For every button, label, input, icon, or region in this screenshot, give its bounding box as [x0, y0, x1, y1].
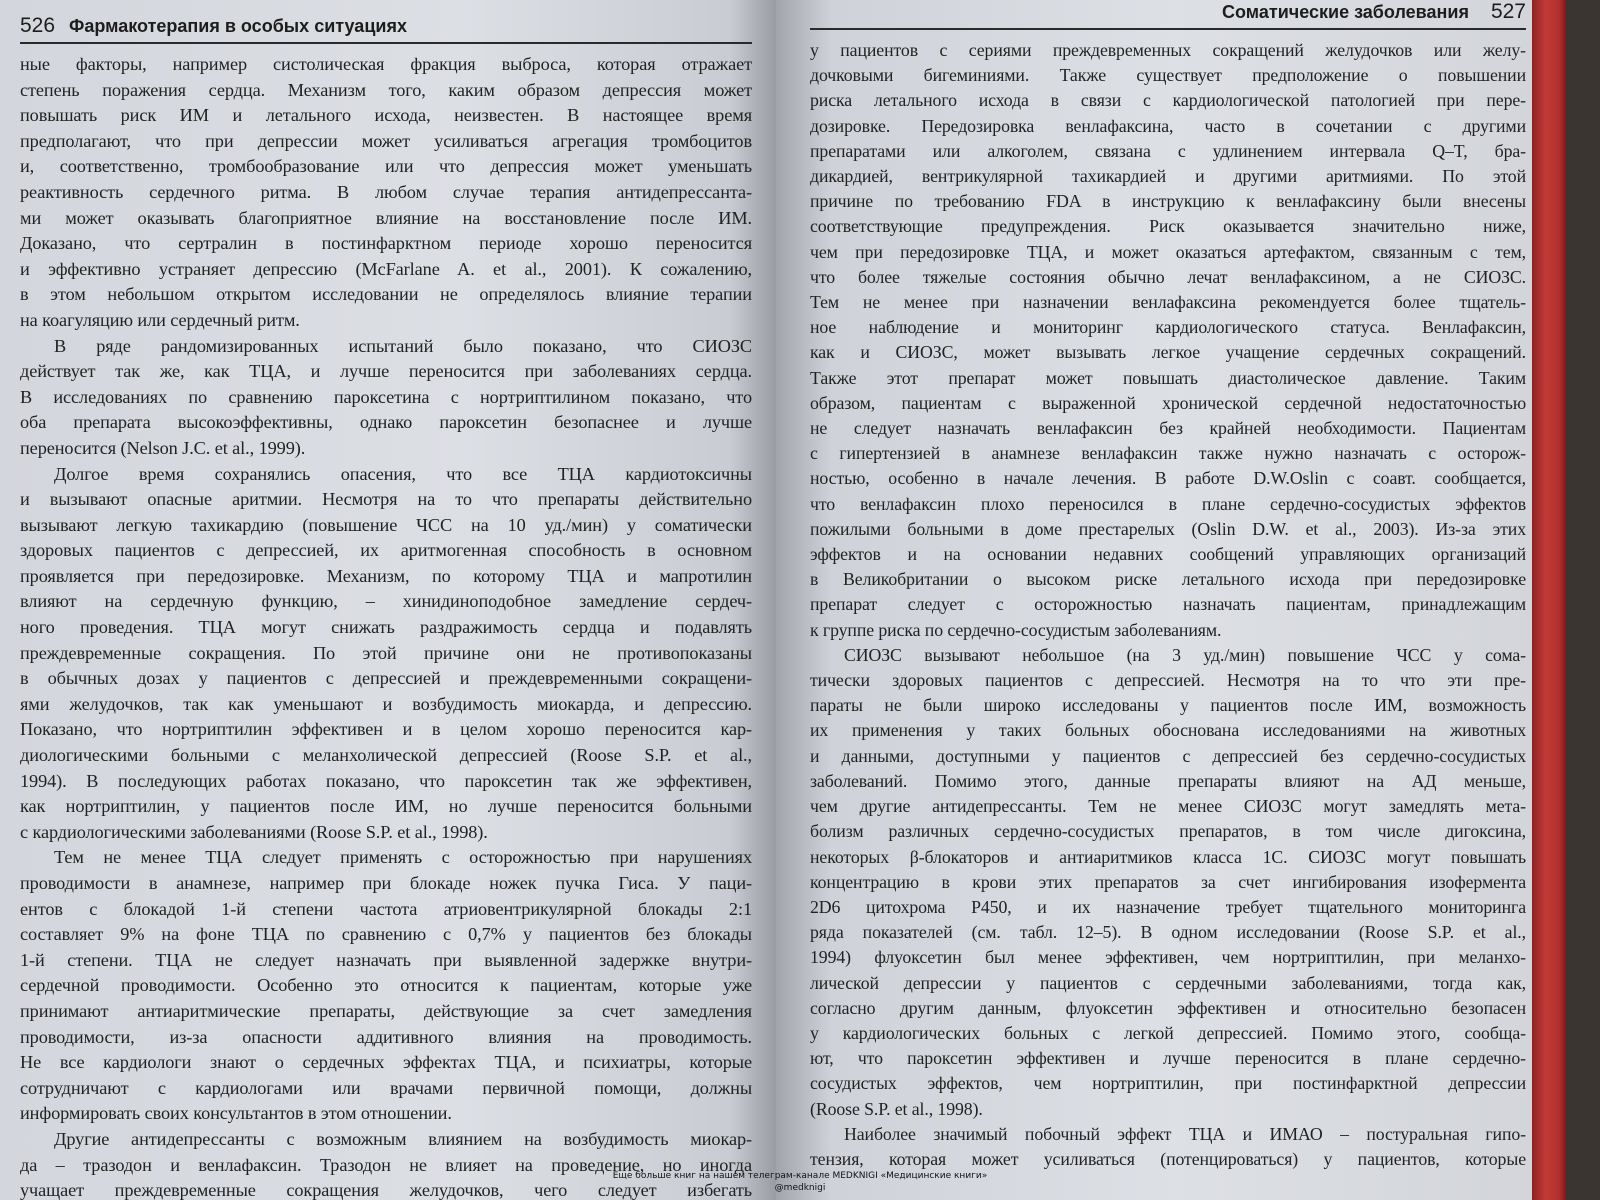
text-line: препарат следует с осторожностью назначать пациентам, принадлежащим	[810, 594, 1526, 615]
text-line: пожилыми больными в доме престарелых (Oslin D.W. et al., 2003). Из-за этих	[810, 518, 1526, 539]
text-line: образом, пациентам с выраженной хронической сердечной недостаточностью	[810, 392, 1526, 413]
left-page-header	[20, 14, 752, 44]
text-line: ряда показателей (см. табл. 12–5). В одном исследовании (Roose S.P. et al.,	[810, 922, 1526, 943]
text-line: в Великобритании о высоком риске летального исхода при передозировке	[810, 569, 1526, 590]
text-line: действует так же, как ТЦА, и лучше переносится при заболеваниях сердца.	[20, 361, 752, 382]
text-line: и, соответственно, тромбообразование или что депрессия может уменьшать	[20, 156, 752, 177]
text-line: чем при передозировке ТЦА, и может оказаться артефактом, связанным с тем,	[810, 241, 1526, 262]
text-line: соответствующие предупреждения. Риск оказывается значительно ниже,	[810, 216, 1526, 237]
text-line: В исследованиях по сравнению пароксетина с нортриптилином показано, что	[20, 386, 752, 407]
text-line: эффектов и на основании недавних сообщений управляющих организаций	[810, 544, 1526, 565]
text-line: диологическими больными с меланхолической депрессией (Roose S.P. et al.,	[20, 745, 752, 766]
text-line: проявляется при передозировке. Механизм, по которому ТЦА и мапротилин	[20, 565, 752, 586]
text-line: параты не были широко исследованы у пациентов после ИМ, возможность	[810, 695, 1526, 716]
text-line: Тем не менее ТЦА следует применять с осторожностью при нарушениях	[54, 847, 752, 868]
text-line: у кардиологических больных с легкой депрессией. Помимо этого, сообща-	[810, 1022, 1526, 1043]
text-line: 2D6 цитохрома P450, и их назначение требует тщательного мониторинга	[810, 896, 1526, 917]
text-line: и вызывают опасные аритмии. Несмотря на то что препараты действительно	[20, 489, 752, 510]
text-line: дозировке. Передозировка венлафаксина, часто в сочетании с другими	[810, 115, 1526, 136]
text-line: В ряде рандомизированных испытаний было показано, что СИОЗС	[54, 335, 752, 356]
text-line: ностью, особенно в начале лечения. В работе D.W.Oslin с соавт. сообщается,	[810, 468, 1526, 489]
text-line: дочковыми бигеминиями. Также существует предположение о повышении	[810, 65, 1526, 86]
text-line: не следует назначать венлафаксин без крайней необходимости. Пациентам	[810, 418, 1526, 439]
text-line: сердечной проводимости. Особенно это относится к пациентам, которые уже	[20, 975, 752, 996]
text-line: реактивность сердечного ритма. В любом случае терапия антидепрессанта-	[20, 181, 752, 202]
watermark-caption	[600, 1170, 1000, 1194]
text-line: проводимости, из-за опасности аддитивного влияния на проводимость.	[20, 1026, 752, 1047]
right-page	[776, 0, 1566, 1200]
text-line: тически здоровых пациентов с депрессией. Несмотря на то что эти пре-	[810, 670, 1526, 691]
text-line: чем другие антидепрессанты. Тем не менее СИОЗС могут замедлять мета-	[810, 796, 1526, 817]
text-line: тензия, которая может усиливаться (потенцироваться) у пациентов, которые	[810, 1148, 1526, 1169]
text-line: их применения у таких больных обоснована исследованиями на животных	[810, 720, 1526, 741]
left-running-title: Фармакотерапия в особых ситуациях	[69, 16, 407, 36]
text-line: влияют на сердечную функцию, – хинидиноподобное замедление сердеч-	[20, 591, 752, 612]
text-line: Не все кардиологи знают о сердечных эффектах ТЦА, и психиатры, которые	[20, 1052, 752, 1073]
text-line: да – тразодон и венлафаксин. Тразодон не влияет на проведение, но иногда	[20, 1154, 752, 1175]
right-page-number: 527	[1490, 0, 1526, 23]
text-line: согласно другим данным, флуоксетин эффективен и относительно безопасен	[810, 997, 1526, 1018]
text-line: вызывают легкую тахикардию (повышение ЧСС на 10 уд./мин) у соматически	[20, 514, 752, 535]
text-line: что венлафаксин плохо переносился в плане сердечно-сосудистых эффектов	[810, 493, 1526, 514]
text-line: ми может оказывать благоприятное влияние на восстановление после ИМ.	[20, 207, 752, 228]
text-line: сотрудничают с кардиологами или врачами первичной помощи, должны	[20, 1077, 752, 1098]
text-line: переносится (Nelson J.C. et al., 1999).	[20, 437, 306, 458]
right-page-body	[810, 38, 1526, 1172]
text-line: концентрацию в крови этих препаратов за счет ингибирования изофермента	[810, 871, 1526, 892]
text-line: Наиболее значимый побочный эффект ТЦА и ИМАО – постуральная гипо-	[844, 1123, 1526, 1144]
left-page-body	[20, 52, 752, 1200]
text-line: Долгое время сохранялись опасения, что все ТЦА кардиотоксичны	[54, 463, 752, 484]
text-line: ные факторы, например систолическая фракция выброса, которая отражает	[20, 54, 752, 74]
text-line: в этом небольшом открытом исследовании не определялось влияние терапии	[20, 284, 752, 305]
watermark-handle: @medknigi	[774, 1183, 826, 1193]
text-line: ями желудочков, так как уменьшают и возбудимость миокарда, и депрессию.	[20, 693, 752, 714]
text-line: болизм различных сердечно-сосудистых препаратов, в том числе дигоксина,	[810, 821, 1526, 842]
text-line: (Roose S.P. et al., 1998).	[810, 1098, 983, 1119]
text-line: как и СИОЗС, может вызывать легкое учащение сердечных сокращений.	[810, 342, 1526, 363]
text-line: и эффективно устраняет депрессию (McFarlane A. et al., 2001). К сожалению,	[20, 258, 752, 279]
text-line: предполагают, что при депрессии может усиливаться агрегация тромбоцитов	[20, 130, 752, 151]
text-line: некоторых β-блокаторов и антиаритмиков класса 1С. СИОЗС могут повышать	[810, 846, 1526, 867]
text-line: СИОЗС вызывают небольшое (на 3 уд./мин) повышение ЧСС у сома-	[844, 644, 1526, 665]
watermark-line: Еще больше книг на нашем телеграм-канале MEDKNIGI «Медицинские книги»	[612, 1171, 988, 1181]
book-cover-edge	[1532, 0, 1566, 1200]
right-running-title: Соматические заболевания	[1222, 2, 1469, 22]
text-line: риска летального исхода в связи с кардиологической патологией при пере-	[810, 90, 1526, 111]
text-line: Доказано, что сертралин в постинфарктном периоде хорошо переносится	[20, 233, 752, 254]
text-line: на коагуляцию или сердечный ритм.	[20, 309, 300, 330]
text-line: Тем не менее при назначении венлафаксина рекомендуется более тщатель-	[810, 292, 1526, 313]
text-line: с гипертензией в анамнезе венлафаксин также нужно назначать с осторож-	[810, 443, 1526, 464]
text-line: Также этот препарат может повышать диастолическое давление. Таким	[810, 367, 1526, 388]
text-line: как нортриптилин, у пациентов после ИМ, но лучше переносится больными	[20, 796, 752, 817]
text-line: Показано, что нортриптилин эффективен и в целом хорошо переносится кар-	[20, 719, 752, 740]
text-line: дикардией, вентрикулярной тахикардией и другими аритмиями. По этой	[810, 166, 1526, 187]
text-line: лической депрессии у пациентов с сердечными заболеваниями, тогда как,	[810, 972, 1526, 993]
text-line: к группе риска по сердечно-сосудистым заболеваниям.	[810, 619, 1222, 640]
text-line: здоровых пациентов с депрессией, их аритмогенная способность в основном	[20, 540, 752, 561]
text-line: Другие антидепрессанты с возможным влиянием на возбудимость миокар-	[54, 1128, 752, 1149]
text-line: учащает преждевременные сокращения желудочков, чего следует избегать	[20, 1180, 752, 1200]
text-line: сосудистых эффектов, чем нортриптилин, при постинфарктной депрессии	[810, 1073, 1526, 1094]
text-line: заболеваний. Помимо этого, данные препараты влияют на АД меньше,	[810, 770, 1526, 791]
text-line: ют, что пароксетин эффективен и лучше переносится в плане сердечно-	[810, 1048, 1526, 1069]
text-line: ное наблюдение и мониторинг кардиологического статуса. Венлафаксин,	[810, 317, 1526, 338]
text-line: причине по требованию FDA в инструкцию к венлафаксину были внесены	[810, 191, 1526, 212]
text-line: ного проведения. ТЦА могут снижать раздражимость сердца и подавлять	[20, 617, 752, 638]
text-line: принимают антиаритмические препараты, действующие за счет замедления	[20, 1000, 752, 1021]
text-line: что более тяжелые состояния обычно лечат венлафаксином, а не СИОЗС.	[810, 266, 1526, 287]
left-page	[0, 0, 776, 1200]
text-line: с кардиологическими заболеваниями (Roose S.P. et al., 1998).	[20, 821, 488, 842]
text-line: и данными, доступными у пациентов с депрессией без сердечно-сосудистых	[810, 745, 1526, 766]
text-line: в обычных дозах у пациентов с депрессией и преждевременными сокращени-	[20, 668, 752, 689]
text-line: повышать риск ИМ и летального исхода, неизвестен. В настоящее время	[20, 105, 752, 126]
text-line: составляет 9% на фоне ТЦА по сравнению с 0,7% у пациентов без блокады	[20, 924, 752, 945]
text-line: ентов с блокадой 1-й степени частота атриовентрикулярной блокады 2:1	[20, 898, 752, 919]
text-line: 1-й степени. ТЦА не следует назначать при выявленной задержке внутри-	[20, 949, 752, 970]
text-line: у пациентов с сериями преждевременных сокращений желудочков или желу-	[810, 40, 1526, 60]
text-line: степень поражения сердца. Механизм того, каким образом депрессия может	[20, 79, 752, 100]
text-line: преждевременные сокращения. По этой причине они не противопоказаны	[20, 642, 752, 663]
text-line: 1994). В последующих работах показано, что пароксетин так же эффективен,	[20, 770, 752, 791]
left-page-number: 526	[20, 14, 56, 37]
text-line: препаратами или алкоголем, связана с удлинением интервала Q–T, бра-	[810, 140, 1526, 161]
text-line: информировать своих консультантов в этом отношении.	[20, 1103, 452, 1124]
text-line: оба препарата высокоэффективны, однако пароксетин безопаснее и лучше	[20, 412, 752, 433]
right-page-header	[810, 0, 1526, 30]
text-line: проводимости в анамнезе, например при блокаде ножек пучка Гиса. У паци-	[20, 873, 752, 893]
text-line: 1994) флуоксетин был менее эффективен, чем нортриптилин, при меланхо-	[810, 947, 1526, 968]
